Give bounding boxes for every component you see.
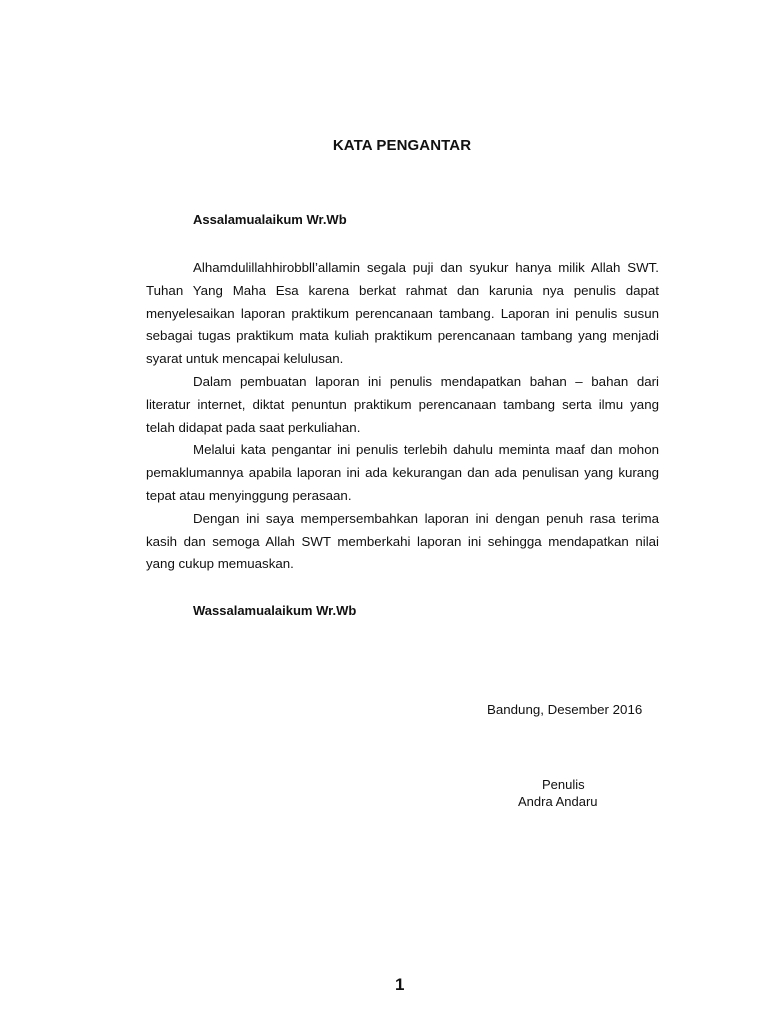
paragraph-4: Dengan ini saya mempersembahkan laporan ini dengan penuh rasa terima kasih dan semoga Allah SWT memberkahi laporan ini sehingga mendapatkan nilai yang cukup memuaskan.: [146, 510, 659, 572]
place-date: Bandung, Desember 2016: [487, 702, 643, 717]
paragraph-3: Melalui kata pengantar ini penulis terlebih dahulu meminta maaf dan mohon pemaklumannya apabila laporan ini ada kekurangan dan ada penulisan yang kurang tepat atau menyinggung perasaan.: [146, 442, 659, 503]
closing-greeting: Wassalamualaikum Wr.Wb: [193, 603, 357, 618]
page-title: KATA PENGANTAR: [332, 137, 472, 154]
author-name: Andra Andaru: [518, 794, 598, 809]
paragraph-1: Alhamdulillahhirobbll’allamin segala puji dan syukur hanya milik Allah SWT. Tuhan Yang Maha Esa karena berkat rahmat dan karunia nya penulis dapat menyelesaikan laporan praktikum perencanaan tambang. Laporan ini penulis susun sebagai tugas praktikum mata kuliah praktikum perencanaan tambang yang menjadi syarat untuk mencapai kelulusan.: [146, 260, 659, 367]
paragraph-2: Dalam pembuatan laporan ini penulis mendapatkan bahan – bahan dari literatur internet, diktat penuntun praktikum perencanaan tambang serta ilmu yang telah didapat pada saat perkuliahan.: [146, 373, 659, 435]
author-role: Penulis: [542, 777, 585, 792]
body-text: [146, 257, 659, 576]
greeting: Assalamualaikum Wr.Wb: [193, 212, 347, 227]
page-number: 1: [395, 975, 405, 994]
